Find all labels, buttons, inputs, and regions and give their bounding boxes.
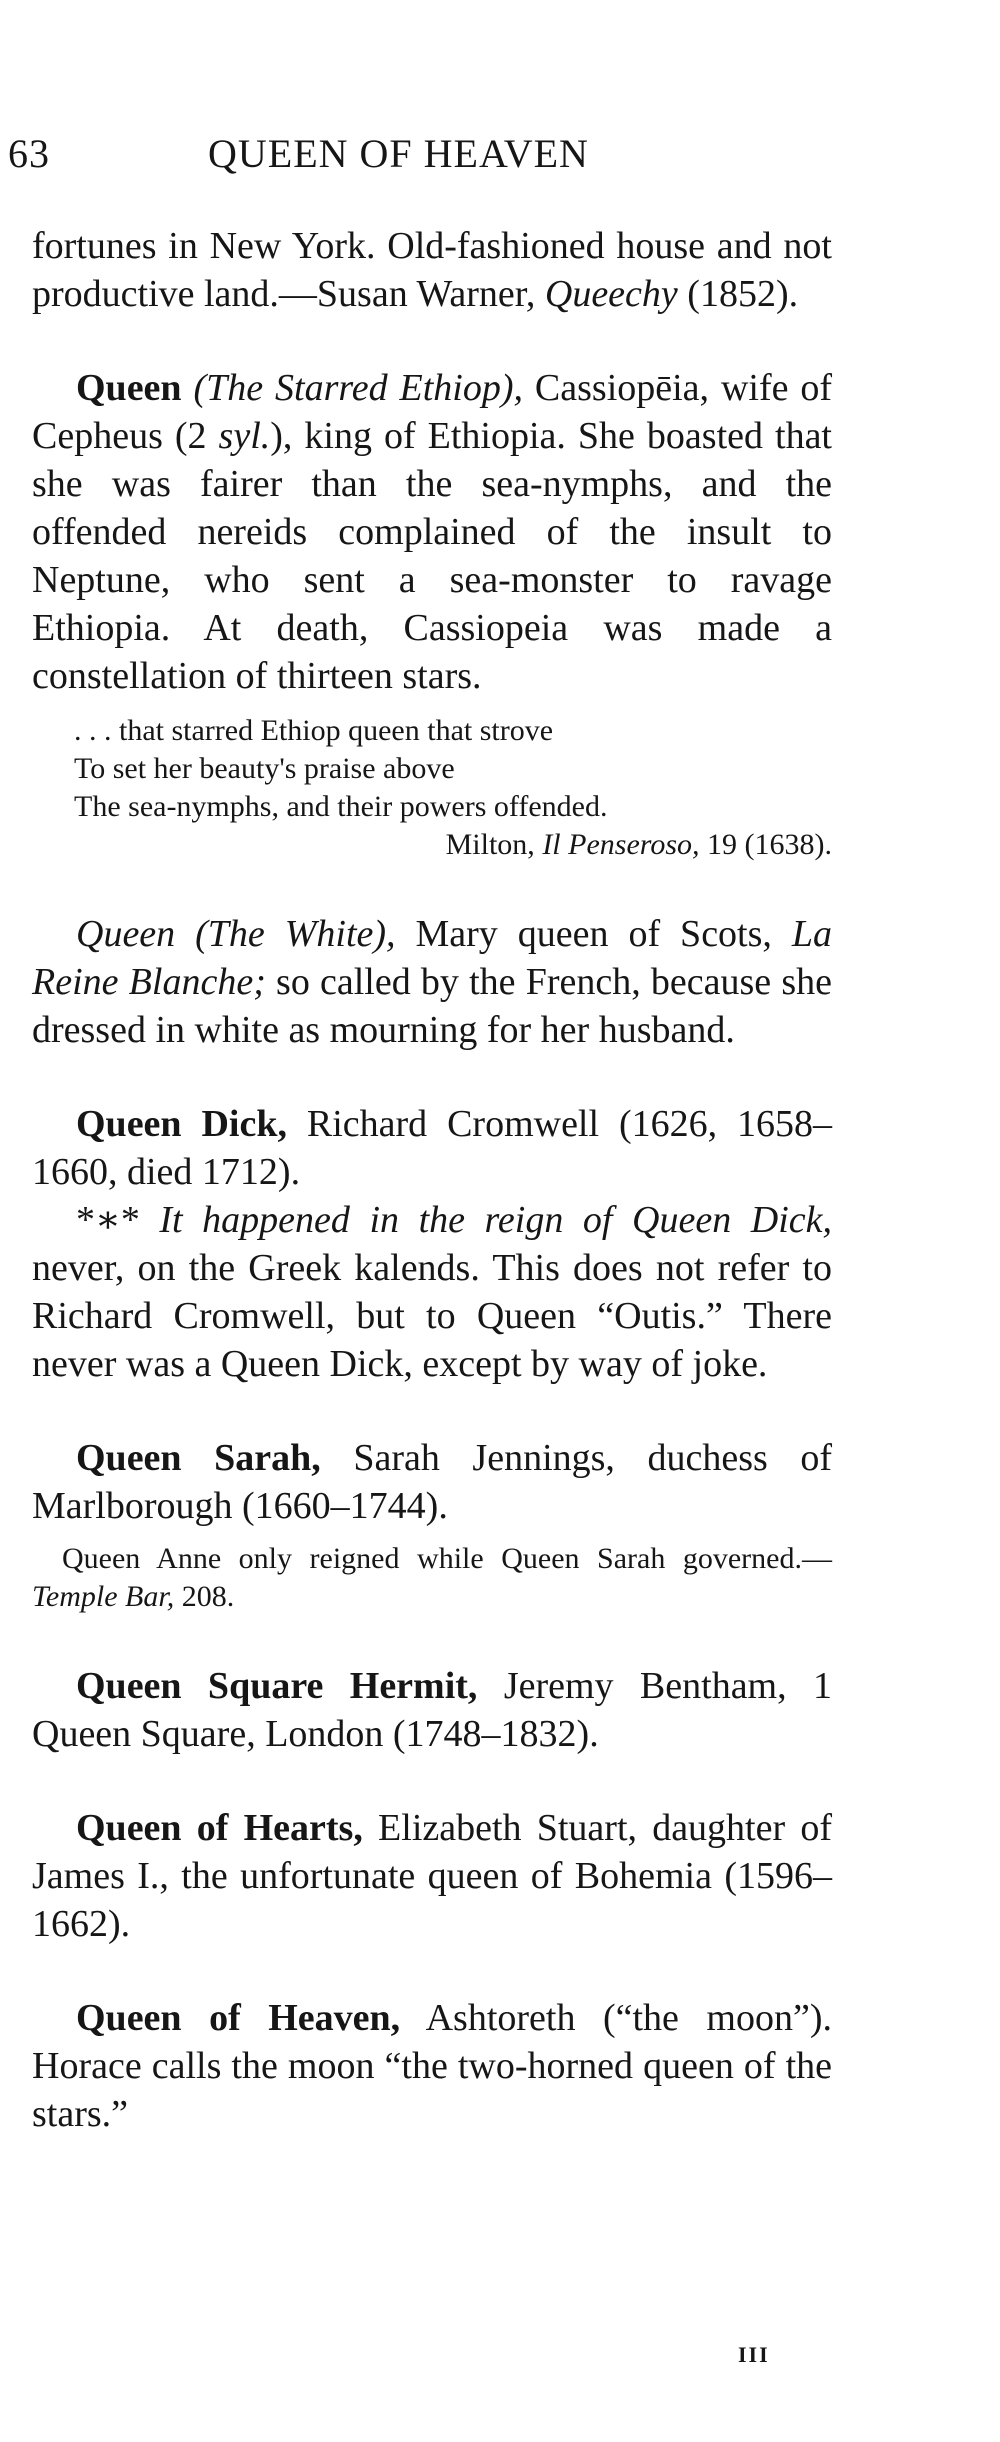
entry-headword: Queen xyxy=(76,367,182,409)
entry-headword: Queen Square Hermit, xyxy=(76,1665,478,1707)
entry-gap xyxy=(32,1948,832,1994)
running-title: QUEEN OF HEAVEN xyxy=(208,131,589,176)
entry-gap xyxy=(32,1616,832,1662)
note-italic: It happened in the reign of Queen Dick, xyxy=(159,1199,832,1241)
work-title: Queechy xyxy=(544,273,678,315)
citation-author: Milton, xyxy=(445,828,535,861)
entry-text: Elizabeth Stuart, daughter of James I., the unfortunate queen of Bohemia (1596–1662). xyxy=(32,1807,832,1945)
note-text: never, on the Greek kalends. This does not refer to Richard Cromwell, but to Queen “Outis.” There never was a Queen Dick, except by way of joke. xyxy=(32,1247,832,1385)
quote-text: Queen Anne only reigned while Queen Sarah governed.— xyxy=(62,1542,832,1575)
entry-text: Richard Cromwell (1626, 1658–1660, died 1712). xyxy=(32,1103,833,1193)
entry-text: Sarah Jennings, duchess of Marlborough (1660–1744). xyxy=(32,1437,832,1527)
verse-citation xyxy=(32,826,832,864)
entry-queen-dick xyxy=(32,1100,832,1196)
entry-text: Cassiopēia, wife of Cepheus (2 xyxy=(32,367,833,457)
entry-gap xyxy=(32,318,832,364)
running-header xyxy=(8,130,688,180)
work-year: (1852). xyxy=(687,273,799,315)
entry-queen-square-hermit xyxy=(32,1662,832,1758)
citation-work: Il Penseroso, xyxy=(542,828,700,861)
verse-line: . . . that starred Ethiop queen that strove xyxy=(74,714,554,747)
quote-source: Temple Bar, xyxy=(32,1580,175,1613)
signature-mark: III xyxy=(738,2342,770,2367)
entry-text: Jeremy Bentham, 1 Queen Square, London (1748–1832). xyxy=(32,1665,832,1755)
verse-line: The sea-nymphs, and their powers offended. xyxy=(74,790,608,823)
entry-starred-ethiop xyxy=(32,364,832,700)
entry-gap xyxy=(32,1758,832,1804)
entry-queen-sarah xyxy=(32,1434,832,1530)
entry-gap xyxy=(32,1388,832,1434)
entry-queen-of-heaven xyxy=(32,1994,832,2138)
entry-gap xyxy=(32,864,832,910)
entry-text: Ashtoreth (“the moon”). Horace calls the moon “the two-horned queen of the stars.” xyxy=(32,1997,833,2135)
note-mark: *∗* xyxy=(76,1199,140,1241)
entry-headword: Queen of Heaven, xyxy=(76,1997,401,2039)
entry-title: La Reine Blanche; xyxy=(32,913,832,1003)
entry-headword: Queen xyxy=(76,913,176,955)
entry-abbrev: syl. xyxy=(218,415,271,457)
entry-headword: Queen Sarah, xyxy=(76,1437,321,1479)
entry-headword: Queen Dick, xyxy=(76,1103,287,1145)
entry-note xyxy=(32,1196,832,1388)
quote-page: 208. xyxy=(181,1580,235,1613)
entry-quote xyxy=(32,1540,832,1616)
text-column xyxy=(32,222,832,2138)
entry-gap xyxy=(32,1054,832,1100)
page-number: 63 xyxy=(8,131,50,176)
continued-entry xyxy=(32,222,832,318)
citation-rest: 19 (1638). xyxy=(707,828,832,861)
entry-queen-of-hearts xyxy=(32,1804,832,1948)
continued-text: fortunes in New York. Old-fashioned house and not productive land.—Susan Warner, xyxy=(32,225,832,315)
verse-line: To set her beauty's praise above xyxy=(74,752,455,785)
entry-text: Mary queen of Scots, xyxy=(415,913,772,955)
entry-text: ), king of Ethiopia. She boasted that she was fairer than the sea-nymphs, and the offended nereids complained of the insult to Neptune, who sent a sea-monster to ravage Ethiopia. At death, Cassiopeia was made a constellation of thirteen stars. xyxy=(32,415,832,697)
entry-subtitle: (The White), xyxy=(195,913,396,955)
entry-text: so called by the French, because she dressed in white as mourning for her husband. xyxy=(32,961,832,1051)
entry-subtitle: (The Starred Ethiop), xyxy=(193,367,523,409)
entry-queen-white xyxy=(32,910,832,1054)
entry-headword: Queen of Hearts, xyxy=(76,1807,363,1849)
